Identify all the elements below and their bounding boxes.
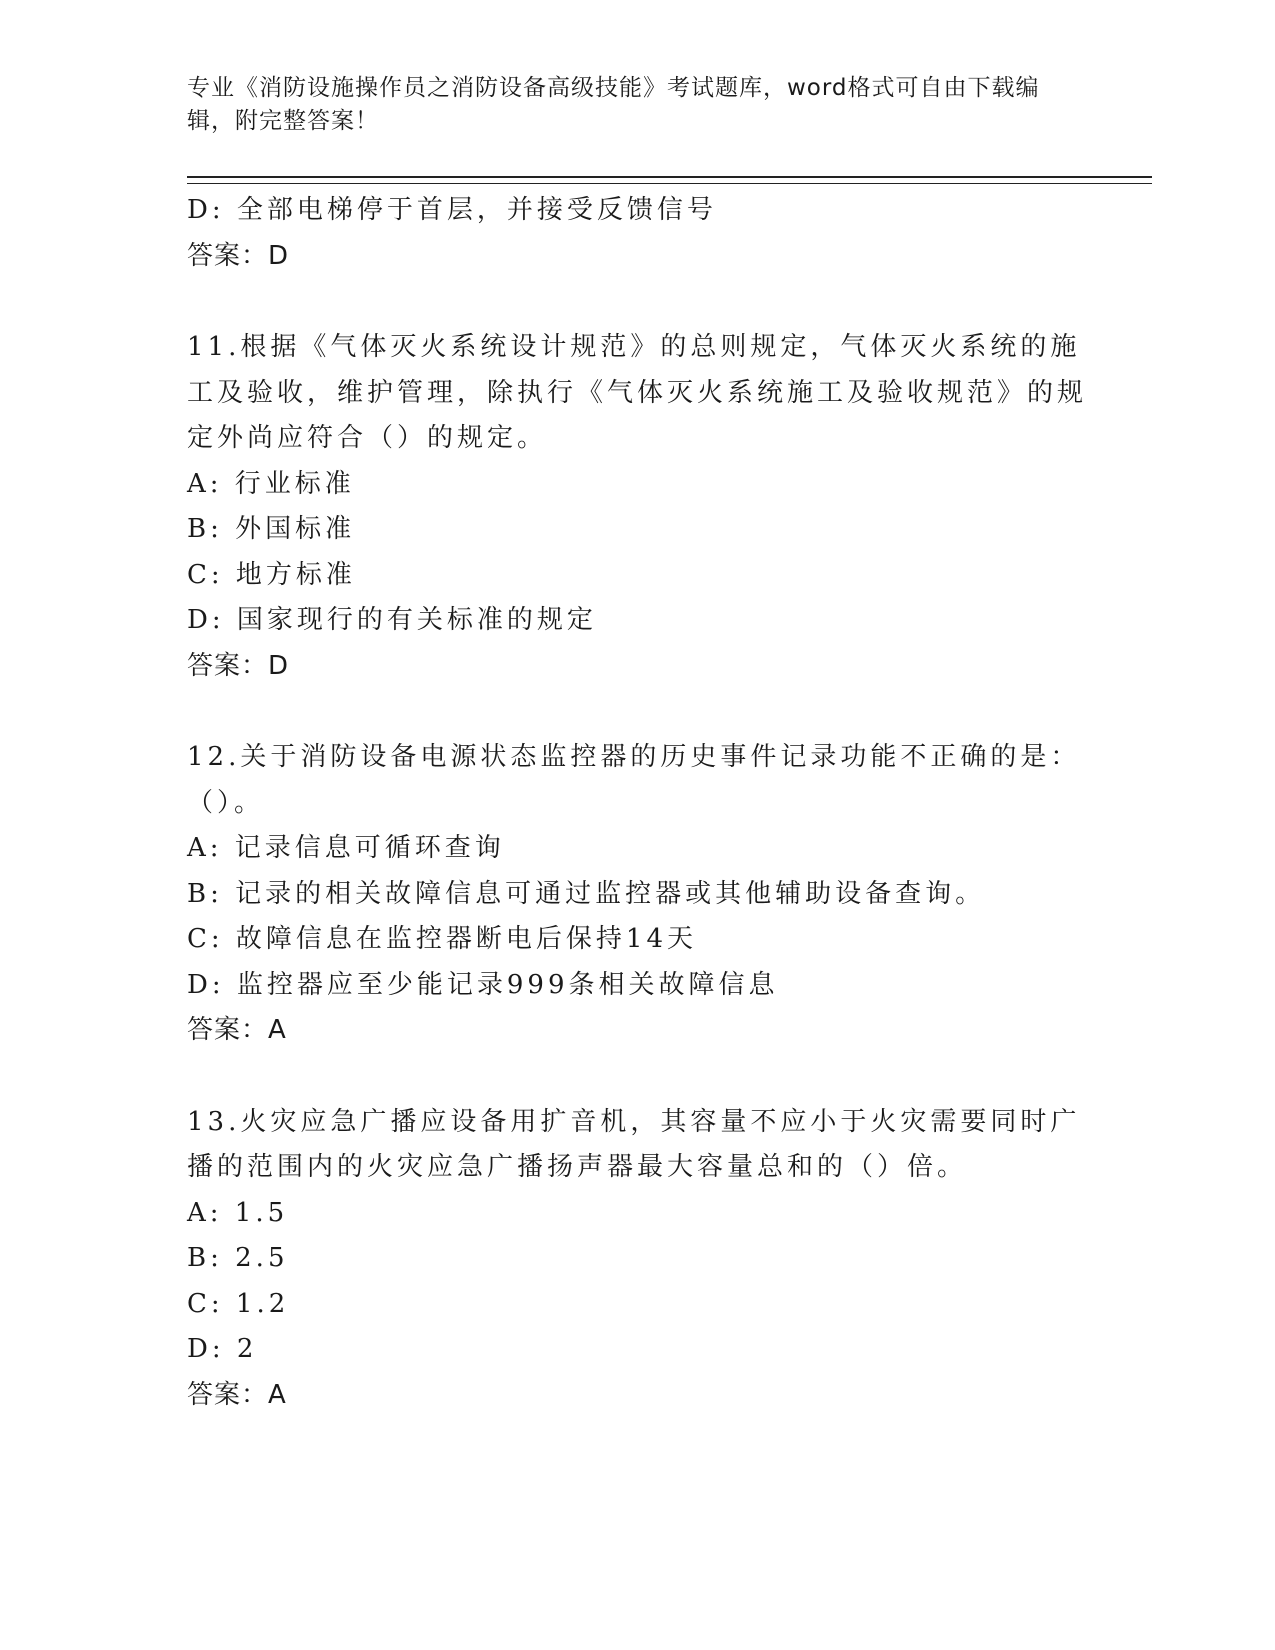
option-c: C: 地方标准 <box>187 559 356 590</box>
option-d: D: 全部电梯停于首层，并接受反馈信号 <box>187 195 717 225</box>
option-b: B: 外国标准 <box>187 514 356 544</box>
answer-line: 答案：D <box>187 240 290 271</box>
option-d: D: 2 <box>187 1334 258 1364</box>
question-13 <box>187 1100 1087 1419</box>
question-text: 12.关于消防设备电源状态监控器的历史事件记录功能不正确的是：（）。 <box>187 742 1081 818</box>
option-a: A: 1.5 <box>187 1197 289 1228</box>
question-text: 11.根据《气体灭火系统设计规范》的总则规定，气体灭火系统的施工及验收，维护管理，除执行《气体灭火系统施工及验收规范》的规定外尚应符合（）的规定。 <box>187 332 1088 453</box>
option-b: B: 记录的相关故障信息可通过监控器或其他辅助设备查询。 <box>187 878 986 909</box>
option-a: A: 记录信息可循环查询 <box>187 833 505 863</box>
option-a: A: 行业标准 <box>187 468 355 499</box>
answer-line: 答案：A <box>187 1015 287 1045</box>
header-divider <box>187 176 1152 184</box>
option-c: C: 1.2 <box>187 1288 290 1319</box>
option-c: C: 故障信息在监控器断电后保持14天 <box>187 924 698 954</box>
document-body <box>187 188 1087 1418</box>
question-12 <box>187 735 1087 1054</box>
question-11 <box>187 325 1087 689</box>
option-d: D: 国家现行的有关标准的规定 <box>187 605 597 635</box>
document-header: 专业《消防设施操作员之消防设备高级技能》考试题库，word格式可自由下载编辑，附完整答案！ <box>187 75 1040 134</box>
option-b: B: 2.5 <box>187 1243 289 1273</box>
answer-line: 答案：D <box>187 650 290 681</box>
question-text: 13.火灾应急广播应设备用扩音机，其容量不应小于火灾需要同时广播的范围内的火灾应急广播扬声器最大容量总和的（）倍。 <box>187 1106 1081 1182</box>
option-d: D: 监控器应至少能记录999条相关故障信息 <box>187 969 779 1000</box>
answer-line: 答案：A <box>187 1379 287 1410</box>
